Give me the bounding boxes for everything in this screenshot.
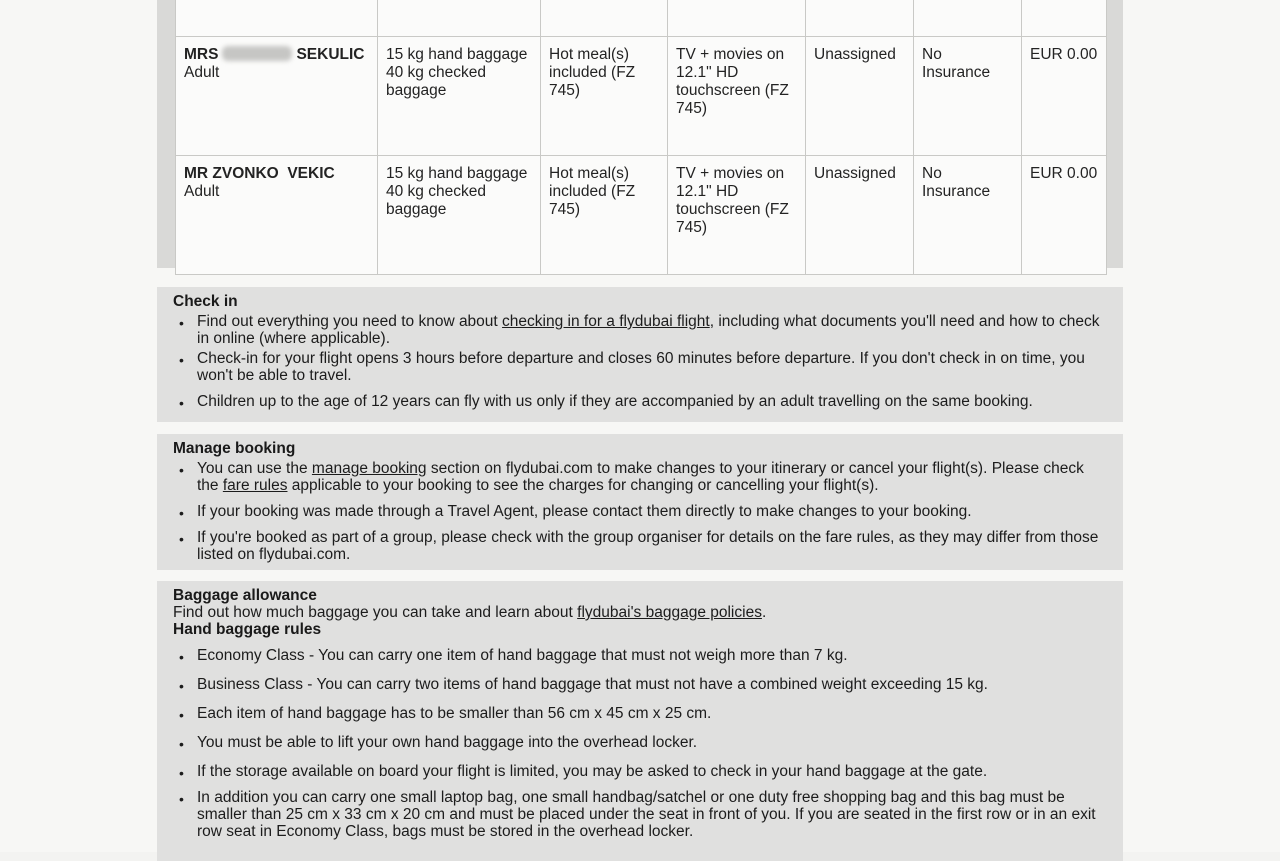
baggage-cell: 15 kg hand baggage 40 kg checked baggage xyxy=(378,156,541,275)
text: , including what documents you'll need and how to check in online (where applicable). xyxy=(197,313,1100,347)
hand-baggage-subtitle: Hand baggage rules xyxy=(173,621,322,638)
insurance-cell: No Insurance xyxy=(914,156,1022,275)
manage-booking-title: Manage booking xyxy=(173,440,296,457)
meal-cell: Hot meal(s) included (FZ 745) xyxy=(541,37,668,156)
seat-cell: Unassigned xyxy=(806,37,914,156)
text: applicable to your booking to see the charges for changing or cancelling your flight(s). xyxy=(287,477,879,494)
text: You can use the xyxy=(197,460,312,477)
baggage-section xyxy=(157,581,1123,861)
baggage-bullet-6: • In addition you can carry one small laptop bag, one small handbag/satchel or one duty free shopping bag and this bag must be smaller than 25 cm x 33 cm x 20 cm and must be placed under the seat in front of you. If you are seated in the first row or in an exit row seat in Economy Class, bags must be stored in the overhead locker. xyxy=(173,789,1107,840)
baggage-title: Baggage allowance xyxy=(173,587,317,604)
checking-in-link[interactable]: checking in for a flydubai flight xyxy=(502,313,710,330)
baggage-cell: 15 kg hand baggage 40 kg checked baggage xyxy=(378,37,541,156)
baggage-bullet-2: • Business Class - You can carry two items of hand baggage that must not have a combined weight exceeding 15 kg. xyxy=(173,676,1107,693)
passenger-title: MR ZVONKO xyxy=(184,165,279,182)
passenger-surname: SEKULIC xyxy=(296,46,365,63)
table-row xyxy=(176,37,1107,156)
price-cell: EUR 0.00 xyxy=(1022,156,1107,275)
passenger-title: MRS xyxy=(184,46,219,63)
manage-booking-link[interactable]: manage booking xyxy=(311,460,427,477)
passenger-surname: VEKIC xyxy=(287,165,335,182)
seat-cell: Unassigned xyxy=(806,156,914,275)
entertainment-cell: TV + movies on 12.1" HD touchscreen (FZ 745) xyxy=(668,156,806,275)
checkin-section xyxy=(157,287,1123,422)
checkin-bullet-3: • Children up to the age of 12 years can fly with us only if they are accompanied by an adult travelling on the same booking. xyxy=(173,393,1107,410)
meal-cell: Hot meal(s) included (FZ 745) xyxy=(541,156,668,275)
insurance-cell: No Insurance xyxy=(914,37,1022,156)
table-row xyxy=(176,156,1107,275)
baggage-bullet-5: • If the storage available on board your flight is limited, you may be asked to check in your hand baggage at the gate. xyxy=(173,763,1107,780)
manage-bullet-3: • If you're booked as part of a group, please check with the group organiser for details on the fare rules, as they may differ from those listed on flydubai.com. xyxy=(173,529,1107,563)
baggage-policies-link[interactable]: flydubai's baggage policies xyxy=(577,604,762,621)
baggage-bullet-1: • Economy Class - You can carry one item of hand baggage that must not weigh more than 7 kg. xyxy=(173,647,1107,664)
price-cell: EUR 0.00 xyxy=(1022,37,1107,156)
text: Find out how much baggage you can take and learn about xyxy=(173,604,578,621)
manage-booking-section xyxy=(157,434,1123,570)
manage-bullet-1 xyxy=(173,460,1107,494)
table-row-previous xyxy=(176,0,1107,37)
text: . xyxy=(761,604,767,621)
checkin-bullet-1 xyxy=(173,313,1107,347)
manage-bullet-2: • If your booking was made through a Travel Agent, please contact them directly to make changes to your booking. xyxy=(173,503,1107,520)
checkin-bullet-2: • Check-in for your flight opens 3 hours before departure and closes 60 minutes before departure. If you don't check in on time, you won't be able to travel. xyxy=(173,350,1107,384)
redacted-name xyxy=(222,46,292,61)
baggage-intro xyxy=(173,604,1107,621)
passenger-type: Adult xyxy=(184,183,220,200)
passenger-type: Adult xyxy=(184,64,220,81)
checkin-title: Check in xyxy=(173,293,238,310)
passenger-table xyxy=(175,0,1107,275)
passenger-name-cell xyxy=(176,37,378,156)
text: section on flydubai.com to make changes to your itinerary or cancel your flight(s). Please check the xyxy=(197,460,1084,494)
passenger-name-cell xyxy=(176,156,378,275)
baggage-bullet-4: • You must be able to lift your own hand baggage into the overhead locker. xyxy=(173,734,1107,751)
text: Find out everything you need to know about xyxy=(197,313,503,330)
fare-rules-link[interactable]: fare rules xyxy=(222,477,288,494)
entertainment-cell: TV + movies on 12.1" HD touchscreen (FZ 745) xyxy=(668,37,806,156)
baggage-bullet-3: • Each item of hand baggage has to be smaller than 56 cm x 45 cm x 25 cm. xyxy=(173,705,1107,722)
